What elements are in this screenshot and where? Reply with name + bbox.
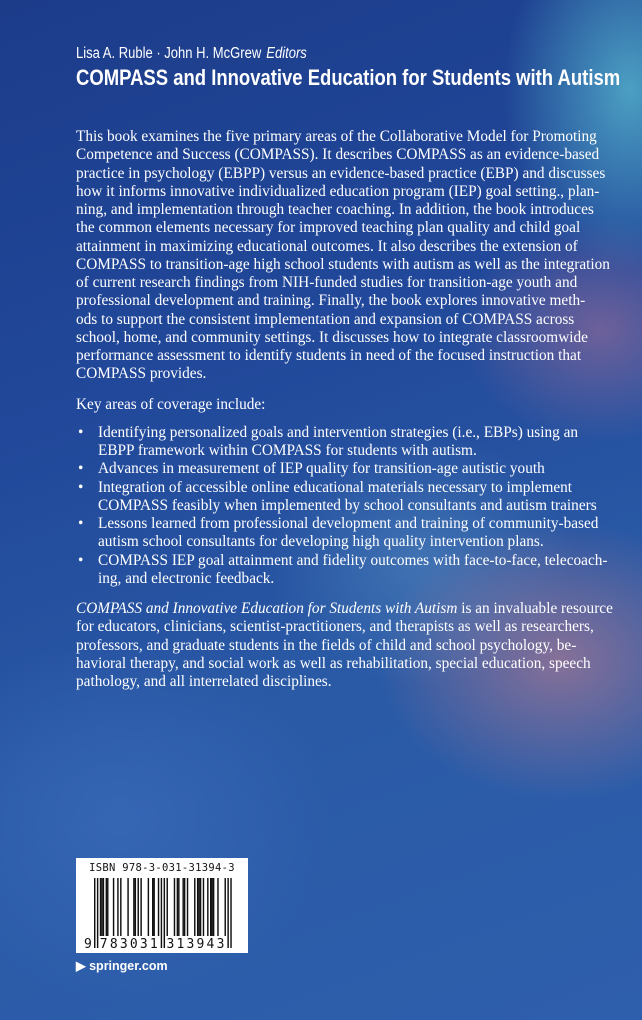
barcode-bar	[161, 878, 162, 948]
barcode-digit-first: 9	[84, 937, 92, 950]
barcode-bar	[194, 878, 195, 936]
key-area-line: autism school consultants for developing high quality intervention plans.	[98, 533, 544, 551]
key-area-item	[76, 478, 597, 516]
back-cover-text	[76, 128, 613, 691]
key-areas-intro: Key areas of coverage include:	[76, 395, 266, 413]
description-line: practice in psychology (EBPP) versus an evidence-based practice (EBP) and discusses	[76, 164, 606, 182]
barcode-bar	[177, 878, 178, 936]
barcode-bar	[100, 878, 101, 936]
key-area-line: • Integration of accessible online educational materials necessary to implement	[98, 478, 573, 496]
barcode-bars	[84, 878, 240, 950]
barcode-digits-group: 783031	[99, 937, 158, 950]
description-line: of current research findings from NIH-funded studies for transition-age youth and	[76, 274, 578, 291]
key-area-item	[76, 423, 579, 461]
isbn-barcode	[76, 858, 248, 953]
barcode-bar	[184, 878, 185, 936]
barcode-bar	[148, 878, 149, 936]
barcode-bar	[198, 878, 199, 936]
barcode-bar	[103, 878, 104, 936]
triangle-right-icon: ▶	[76, 959, 86, 973]
barcode-bar	[113, 878, 114, 936]
barcode-bar	[97, 878, 98, 948]
barcode-bar	[107, 878, 108, 936]
description-line: how it informs innovative individualized education program (IEP) goal setting., plan-	[76, 182, 600, 200]
closing-text: is an invaluable resource	[457, 600, 613, 617]
barcode-bar	[106, 878, 107, 936]
barcode-bar	[230, 878, 231, 948]
barcode-bar	[94, 878, 95, 948]
key-area-line: EBPP framework within COMPASS for students with autism.	[98, 442, 477, 459]
closing-book-title: COMPASS and Innovative Education for Students with Autism	[76, 600, 458, 617]
description-line: attainment in maximizing educational outcomes. It also describes the extension of	[76, 237, 578, 255]
authors: Lisa A. Ruble · John H. McGrew	[76, 45, 262, 62]
barcode-bar	[152, 878, 153, 936]
barcode-bar	[101, 878, 102, 936]
barcode-bar	[227, 878, 228, 948]
barcode-bar	[207, 878, 208, 936]
description-line: ods to support the consistent implementation and expansion of COMPASS across	[76, 310, 575, 328]
barcode-bar	[178, 878, 179, 936]
description-line: professional development and training. Finally, the book explores innovative meth-	[76, 292, 586, 310]
barcode-bar	[203, 878, 204, 936]
isbn-text: ISBN 978-3-031-31394-3	[89, 862, 235, 874]
barcode-bar	[120, 878, 121, 936]
closing-paragraph	[76, 600, 613, 691]
barcode-bar	[213, 878, 214, 936]
springer-link[interactable]	[76, 958, 168, 973]
barcode-bar	[211, 878, 212, 936]
description-line: ning, and implementation through teacher coaching. In addition, the book introduces	[76, 201, 594, 218]
barcode-bar	[225, 878, 226, 936]
barcode-bar	[182, 878, 183, 936]
description-line: performance assessment to identify students in need of the focused instruction that	[76, 347, 582, 364]
barcode-bar	[153, 878, 154, 936]
barcode-bar	[174, 878, 175, 936]
barcode-bar	[158, 878, 159, 936]
closing-line: for educators, clinicians, scientist-practitioners, and therapists as well as researchers,	[76, 618, 594, 636]
barcode-bar	[217, 878, 218, 936]
key-area-line: ing, and electronic feedback.	[98, 569, 275, 587]
key-area-item	[76, 515, 599, 552]
description-line: This book examines the five primary areas of the Collaborative Model for Promoting	[76, 128, 597, 145]
description-line: COMPASS provides.	[76, 365, 207, 383]
closing-line: pathology, and all interrelated disciplines.	[76, 673, 332, 690]
key-area-line: • COMPASS IEP goal attainment and fidelity outcomes with face-to-face, telecoach-	[98, 551, 608, 569]
barcode-bar	[200, 878, 201, 936]
key-area-line: • Lessons learned from professional development and training of community-based	[98, 515, 599, 532]
website-url: springer.com	[89, 959, 168, 973]
book-title: COMPASS and Innovative Education for Students with Autism	[76, 65, 621, 90]
editors-line	[76, 44, 620, 64]
closing-line: havioral therapy, and social work as well as rehabilitation, special education, speech	[76, 654, 591, 672]
key-area-item	[76, 460, 570, 478]
key-area-line: COMPASS feasibly when implemented by school consultants and autism trainers	[98, 496, 597, 514]
cover-header	[76, 44, 620, 91]
barcode-bar	[133, 878, 134, 936]
description-line: COMPASS to transition-age high school students with autism as well as the integration	[76, 255, 610, 273]
description-line: the common elements necessary for improved teaching plan quality and child goal	[76, 219, 581, 237]
editors-label: Editors	[266, 45, 307, 62]
barcode-bar	[210, 878, 211, 936]
description-line: Competence and Success (COMPASS). It describes COMPASS as an evidence-based	[76, 146, 600, 164]
key-area-line: • Identifying personalized goals and intervention strategies (i.e., EBPs) using an	[98, 423, 579, 441]
barcode-digits-group: 313943	[166, 937, 225, 950]
closing-line: professors, and graduate students in the fields of child and school psychology, be-	[76, 636, 577, 654]
barcode-bar	[197, 878, 198, 936]
key-areas-list	[76, 423, 608, 588]
barcode-bar	[138, 878, 139, 936]
key-area-line: • Advances in measurement of IEP quality for transition-age autistic youth	[98, 460, 545, 478]
barcode-bar	[164, 878, 165, 948]
barcode-bar	[140, 878, 141, 936]
barcode-bar	[167, 878, 168, 936]
barcode-bar	[127, 878, 128, 936]
barcode-bar	[117, 878, 118, 936]
description-line: school, home, and community settings. It discusses how to integrate classroomwide	[76, 328, 588, 346]
description-paragraph	[76, 128, 610, 384]
key-area-item	[76, 551, 608, 589]
barcode-bar	[135, 878, 136, 936]
barcode-bar	[187, 878, 188, 936]
